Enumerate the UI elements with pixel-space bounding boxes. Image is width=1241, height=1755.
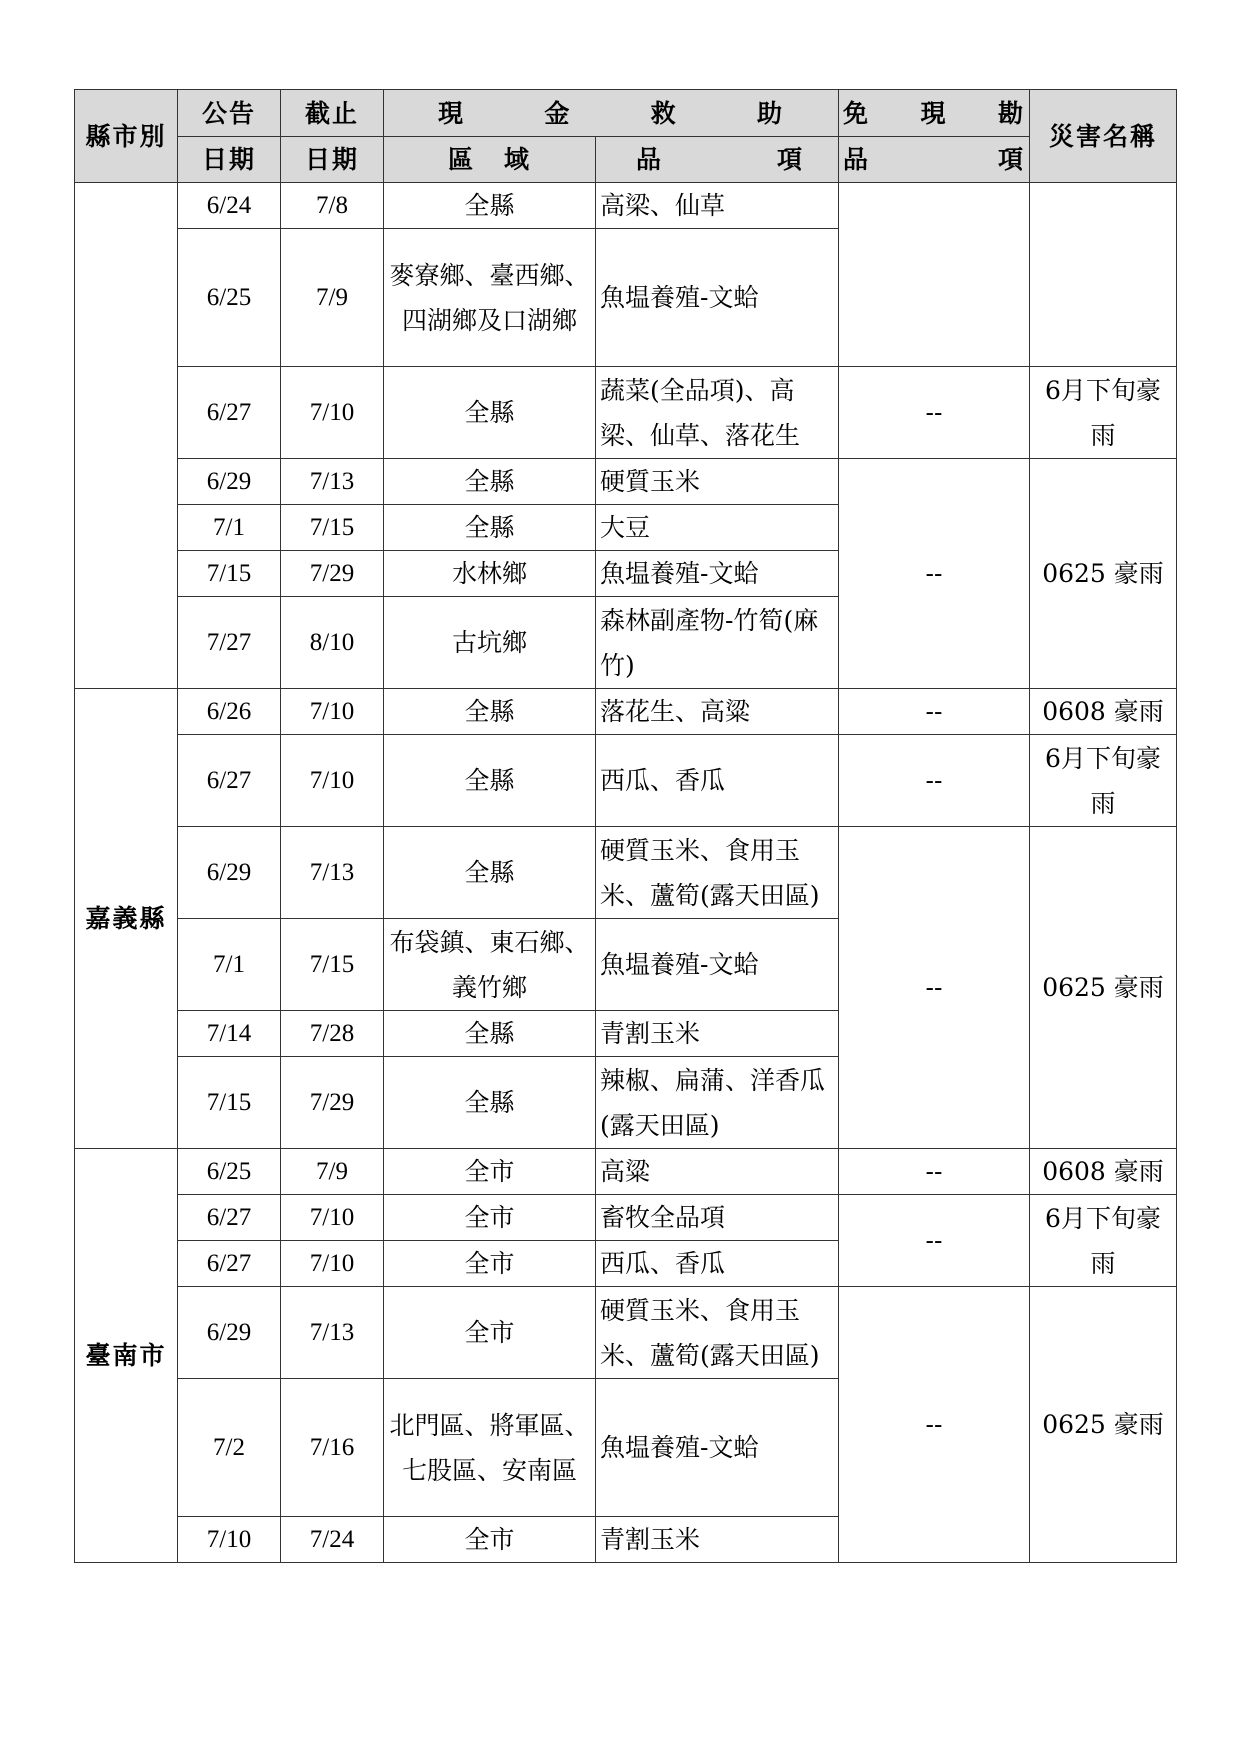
announce-date: 6/24 [178,183,281,229]
announce-date: 7/1 [178,505,281,551]
disaster-cell: 0625 豪雨 [1030,459,1177,689]
item-cell: 辣椒、扁蒲、洋香瓜(露天田區) [596,1057,839,1149]
deadline-date: 7/13 [281,827,384,919]
deadline-date: 7/9 [281,1149,384,1195]
item-cell: 西瓜、香瓜 [596,1241,839,1287]
announce-date: 7/10 [178,1517,281,1563]
deadline-date: 7/10 [281,367,384,459]
announce-date: 6/29 [178,827,281,919]
table-row [75,459,1177,505]
announce-date: 6/27 [178,735,281,827]
item-cell: 森林副產物-竹筍(麻竹) [596,597,839,689]
table-row [75,183,1177,229]
item-cell: 青割玉米 [596,1011,839,1057]
deadline-date: 7/10 [281,689,384,735]
header-disaster: 災害名稱 [1030,90,1177,183]
announce-date: 6/27 [178,367,281,459]
county-cell-blank [75,183,178,689]
deadline-date: 7/15 [281,505,384,551]
item-cell: 西瓜、香瓜 [596,735,839,827]
area-cell: 全縣 [384,505,596,551]
table-row [75,1195,1177,1241]
header-exempt-item: 品 項 [839,137,1030,183]
area-cell: 全縣 [384,735,596,827]
county-tainan: 臺南市 [75,1149,178,1563]
deadline-date: 7/29 [281,1057,384,1149]
table-row [75,367,1177,459]
disaster-cell-blank [1030,183,1177,367]
exempt-cell: -- [839,689,1030,735]
deadline-date: 7/10 [281,1195,384,1241]
exempt-cell: -- [839,367,1030,459]
area-cell: 全縣 [384,1057,596,1149]
announce-date: 6/25 [178,229,281,367]
table-row [75,735,1177,827]
table-row [75,1149,1177,1195]
area-cell: 麥寮鄉、臺西鄉、四湖鄉及口湖鄉 [384,229,596,367]
area-cell: 水林鄉 [384,551,596,597]
item-cell: 硬質玉米、食用玉米、蘆筍(露天田區) [596,1287,839,1379]
relief-table [74,89,1177,1563]
item-cell: 高梁、仙草 [596,183,839,229]
area-cell: 全市 [384,1149,596,1195]
disaster-cell: 0608 豪雨 [1030,689,1177,735]
item-cell: 畜牧全品項 [596,1195,839,1241]
deadline-date: 7/10 [281,735,384,827]
area-cell: 全市 [384,1287,596,1379]
header-announce-1: 公告 [178,90,281,137]
disaster-cell: 6月下旬豪雨 [1030,1195,1177,1287]
exempt-cell: -- [839,459,1030,689]
header-deadline-2: 日期 [281,137,384,183]
disaster-cell: 6月下旬豪雨 [1030,735,1177,827]
deadline-date: 7/15 [281,919,384,1011]
deadline-date: 7/13 [281,459,384,505]
exempt-cell: -- [839,1195,1030,1287]
county-chiayi: 嘉義縣 [75,689,178,1149]
disaster-cell: 0625 豪雨 [1030,827,1177,1149]
deadline-date: 7/16 [281,1379,384,1517]
header-exempt: 免 現 勘 [839,90,1030,137]
item-cell: 蔬菜(全品項)、高梁、仙草、落花生 [596,367,839,459]
announce-date: 6/29 [178,459,281,505]
deadline-date: 7/29 [281,551,384,597]
announce-date: 6/29 [178,1287,281,1379]
exempt-cell: -- [839,735,1030,827]
item-cell: 落花生、高粱 [596,689,839,735]
area-cell: 全市 [384,1195,596,1241]
item-cell: 硬質玉米 [596,459,839,505]
exempt-cell: -- [839,827,1030,1149]
deadline-date: 7/9 [281,229,384,367]
header-announce-2: 日期 [178,137,281,183]
item-cell: 高粱 [596,1149,839,1195]
disaster-cell: 0608 豪雨 [1030,1149,1177,1195]
exempt-cell: -- [839,1287,1030,1563]
announce-date: 7/14 [178,1011,281,1057]
disaster-cell: 6月下旬豪雨 [1030,367,1177,459]
area-cell: 全縣 [384,459,596,505]
deadline-date: 7/13 [281,1287,384,1379]
exempt-cell-blank [839,183,1030,367]
deadline-date: 7/28 [281,1011,384,1057]
item-cell: 魚塭養殖-文蛤 [596,551,839,597]
deadline-date: 7/24 [281,1517,384,1563]
deadline-date: 7/8 [281,183,384,229]
area-cell: 全縣 [384,1011,596,1057]
announce-date: 6/27 [178,1195,281,1241]
table-row [75,827,1177,919]
disaster-cell: 0625 豪雨 [1030,1287,1177,1563]
item-cell: 大豆 [596,505,839,551]
header-item: 品 項 [596,137,839,183]
area-cell: 北門區、將軍區、七股區、安南區 [384,1379,596,1517]
announce-date: 7/1 [178,919,281,1011]
area-cell: 全縣 [384,367,596,459]
announce-date: 7/2 [178,1379,281,1517]
announce-date: 6/25 [178,1149,281,1195]
item-cell: 青割玉米 [596,1517,839,1563]
area-cell: 全縣 [384,183,596,229]
header-county: 縣市別 [75,90,178,183]
announce-date: 6/26 [178,689,281,735]
area-cell: 全縣 [384,689,596,735]
area-cell: 全市 [384,1241,596,1287]
announce-date: 7/27 [178,597,281,689]
header-cash-relief: 現 金 救 助 [384,90,839,137]
area-cell: 古坑鄉 [384,597,596,689]
deadline-date: 8/10 [281,597,384,689]
table-row [75,689,1177,735]
announce-date: 7/15 [178,1057,281,1149]
area-cell: 全市 [384,1517,596,1563]
exempt-cell: -- [839,1149,1030,1195]
item-cell: 硬質玉米、食用玉米、蘆筍(露天田區) [596,827,839,919]
header-deadline-1: 截止 [281,90,384,137]
announce-date: 7/15 [178,551,281,597]
header-area: 區 域 [384,137,596,183]
deadline-date: 7/10 [281,1241,384,1287]
item-cell: 魚塭養殖-文蛤 [596,1379,839,1517]
area-cell: 布袋鎮、東石鄉、義竹鄉 [384,919,596,1011]
item-cell: 魚塭養殖-文蛤 [596,229,839,367]
table-row [75,1287,1177,1379]
area-cell: 全縣 [384,827,596,919]
item-cell: 魚塭養殖-文蛤 [596,919,839,1011]
announce-date: 6/27 [178,1241,281,1287]
